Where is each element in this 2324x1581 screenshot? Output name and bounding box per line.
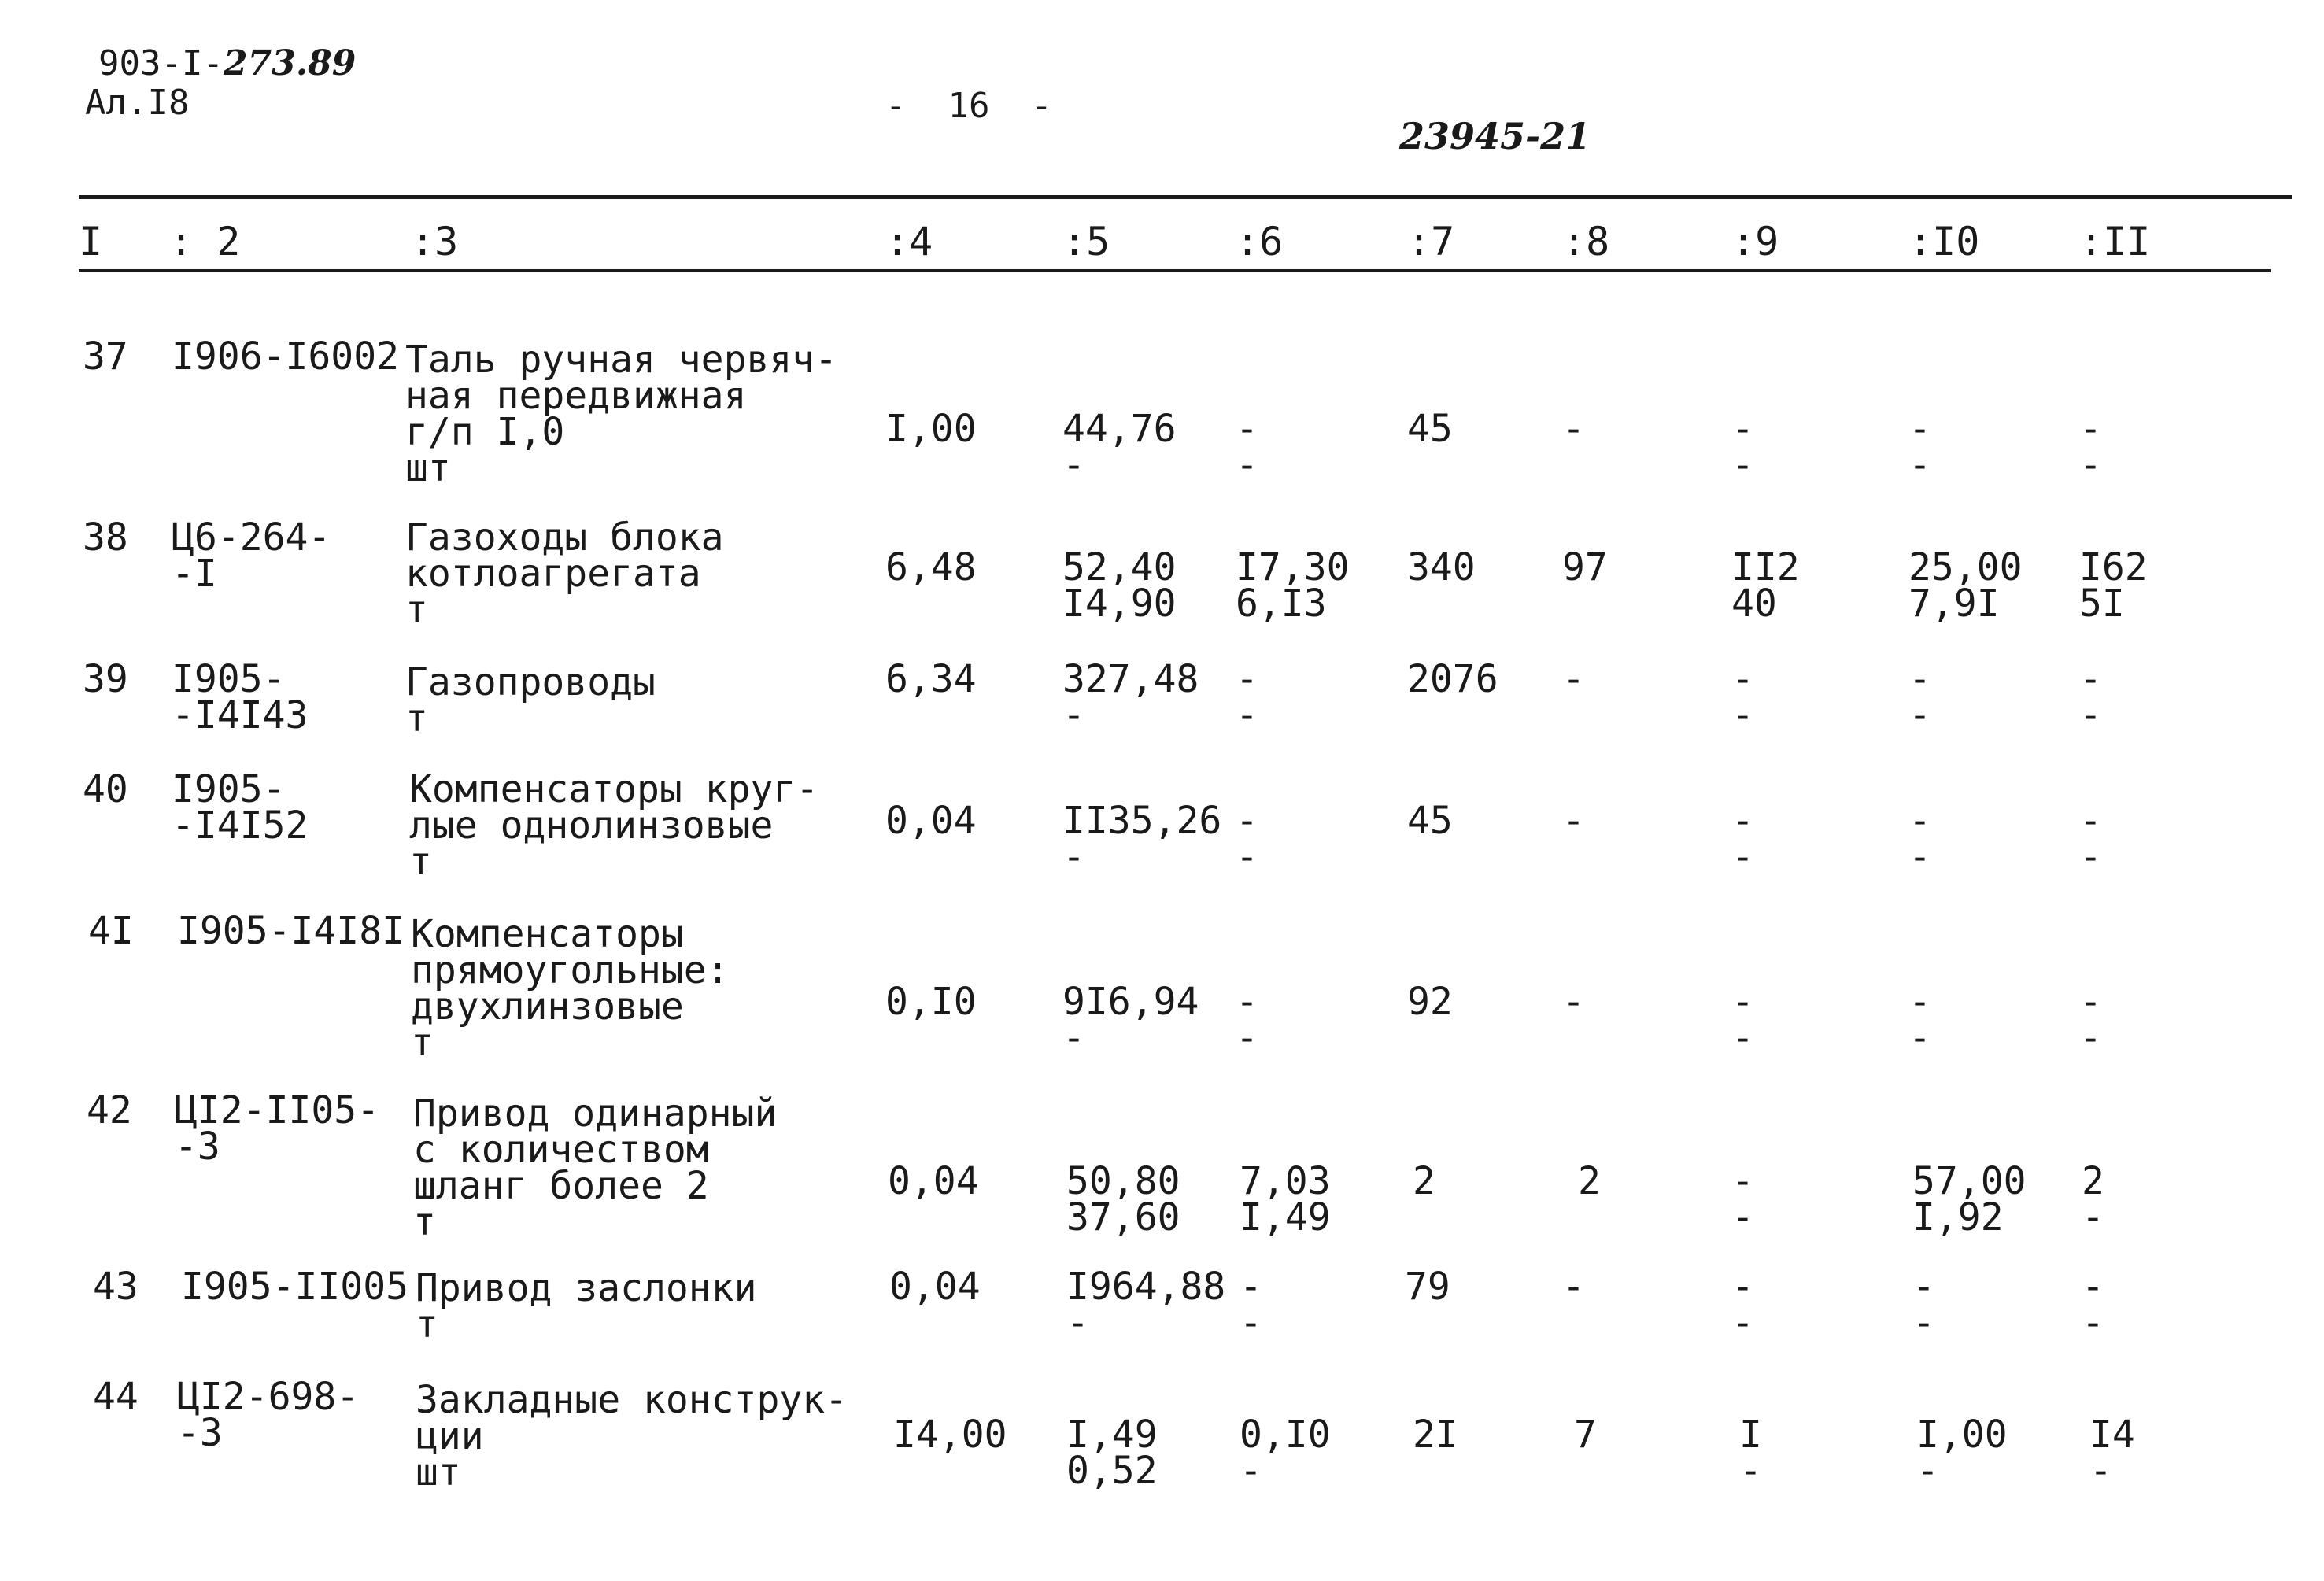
column-header-9: :9 — [1731, 219, 1779, 264]
quantity: 0,I0 — [885, 980, 977, 1024]
col5-value: II35,26 — [1062, 799, 1222, 843]
quantity: 6,34 — [885, 657, 977, 701]
row-name — [411, 912, 730, 1065]
col11-value: - — [2079, 407, 2102, 451]
name-line: с количеством — [413, 1128, 709, 1172]
col8-value: 2 — [1578, 1159, 1601, 1203]
col5-value: 37,60 — [1066, 1195, 1180, 1239]
col6-value: - — [1240, 1301, 1262, 1345]
col9-value: - — [1731, 657, 1754, 701]
row-name — [405, 515, 724, 632]
row-number: 4I — [88, 909, 134, 953]
name-line: Таль ручная червяч- — [405, 338, 838, 382]
col5-values — [1062, 657, 1199, 737]
col5-value: 327,48 — [1062, 657, 1199, 701]
col6-values — [1236, 980, 1258, 1060]
name-line: т — [409, 840, 432, 884]
code-line: ЦI2-698- — [177, 1375, 360, 1419]
column-header-3: :3 — [411, 219, 459, 264]
col10-value: - — [1908, 980, 1931, 1024]
sheet-number: Ал.I8 — [85, 83, 190, 123]
document-code — [98, 43, 357, 83]
quantity: 0,04 — [888, 1159, 979, 1203]
document-code-handwritten: 273.89 — [223, 43, 357, 83]
col11-values — [2079, 657, 2102, 737]
name-line: Газоходы блока — [405, 515, 724, 560]
col5-values — [1062, 407, 1177, 487]
col11-value: - — [2089, 1449, 2112, 1493]
col11-values — [2079, 799, 2102, 879]
row-number: 38 — [83, 515, 128, 560]
code-line: Ц6-264- — [172, 515, 331, 560]
row-name — [416, 1266, 757, 1346]
col5-value: I4,90 — [1062, 582, 1177, 626]
name-line: т — [405, 696, 428, 741]
code-line: -I — [172, 552, 217, 596]
table-row — [0, 767, 2324, 929]
col6-values — [1236, 407, 1258, 487]
col5-value: 0,52 — [1066, 1449, 1158, 1493]
col5-value: 52,40 — [1062, 545, 1177, 589]
col9-values — [1731, 657, 1754, 737]
col8-value: - — [1562, 980, 1585, 1024]
col11-values — [2082, 1265, 2104, 1345]
col8-value: 97 — [1562, 545, 1608, 589]
col10-values — [1908, 799, 1931, 879]
name-line: прямоугольные: — [411, 948, 730, 992]
col6-value: 0,I0 — [1240, 1413, 1331, 1457]
column-header-7: :7 — [1407, 219, 1455, 264]
col6-values — [1240, 1159, 1331, 1239]
table-row — [0, 334, 2324, 496]
col7-value: 340 — [1407, 545, 1476, 589]
code-line: -I4I52 — [172, 803, 309, 848]
col7-value: 2 — [1413, 1159, 1435, 1203]
col5-values — [1066, 1159, 1180, 1239]
col10-values — [1912, 1265, 1935, 1345]
row-code — [172, 334, 399, 379]
col9-value: - — [1731, 407, 1754, 451]
col8-value: - — [1562, 799, 1585, 843]
col9-values — [1739, 1413, 1762, 1493]
table-row — [0, 1375, 2324, 1536]
row-code — [177, 1375, 360, 1455]
row-number: 44 — [93, 1375, 139, 1419]
col11-value: - — [2082, 1301, 2104, 1345]
col10-values — [1912, 1159, 2027, 1239]
name-line: Привод одинарный — [413, 1092, 778, 1136]
column-header-8: :8 — [1562, 219, 1610, 264]
col6-value: - — [1236, 407, 1258, 451]
row-name — [413, 1092, 778, 1244]
col10-value: - — [1908, 657, 1931, 701]
row-number: 40 — [83, 767, 128, 811]
col5-values — [1062, 545, 1177, 626]
column-header-10: :I0 — [1908, 219, 1980, 264]
col5-value: - — [1062, 693, 1085, 737]
col6-values — [1240, 1265, 1262, 1345]
name-line: ная передвижная — [405, 374, 747, 418]
col7-value: 45 — [1407, 407, 1453, 451]
col7-value: 45 — [1407, 799, 1453, 843]
col6-value: - — [1240, 1449, 1262, 1493]
row-code — [175, 1088, 380, 1169]
col8-value: - — [1562, 407, 1585, 451]
quantity: I,00 — [885, 407, 977, 451]
col5-value: - — [1062, 1016, 1085, 1060]
name-line: ции — [416, 1414, 484, 1458]
col11-value: - — [2079, 980, 2102, 1024]
col11-value: - — [2079, 799, 2102, 843]
col6-value: - — [1236, 657, 1258, 701]
col10-values — [1908, 545, 2023, 626]
row-name — [405, 338, 838, 490]
code-line: I905-I4I8I — [177, 909, 405, 953]
col11-value: - — [2082, 1195, 2104, 1239]
col11-value: - — [2082, 1265, 2104, 1309]
col6-value: - — [1236, 693, 1258, 737]
col11-values — [2079, 980, 2102, 1060]
col10-value: - — [1908, 835, 1931, 879]
column-header-11: :II — [2079, 219, 2151, 264]
col11-values — [2079, 407, 2102, 487]
col6-value: I7,30 — [1236, 545, 1350, 589]
col10-value: - — [1908, 1016, 1931, 1060]
quantity: I4,00 — [893, 1413, 1007, 1457]
name-line: шт — [416, 1450, 461, 1494]
col6-value: 6,I3 — [1236, 582, 1327, 626]
col10-values — [1908, 980, 1931, 1060]
col9-value: - — [1731, 799, 1754, 843]
name-line: Компенсаторы — [411, 912, 684, 956]
col10-value: I,92 — [1912, 1195, 2004, 1239]
code-line: -3 — [175, 1125, 220, 1169]
name-line: шт — [405, 446, 451, 490]
col6-values — [1236, 545, 1350, 626]
code-line: I906-I6002 — [172, 334, 399, 379]
col11-values — [2082, 1159, 2104, 1239]
col6-value: - — [1240, 1265, 1262, 1309]
col9-value: - — [1731, 980, 1754, 1024]
column-header-4: :4 — [885, 219, 933, 264]
col9-values — [1731, 1159, 1754, 1239]
col9-value: - — [1731, 443, 1754, 487]
col10-value: 25,00 — [1908, 545, 2023, 589]
name-line: т — [405, 588, 428, 632]
col9-value: - — [1731, 1265, 1754, 1309]
col8-value: - — [1562, 1265, 1585, 1309]
col9-values — [1731, 799, 1754, 879]
col5-value: 9I6,94 — [1062, 980, 1199, 1024]
col9-values — [1731, 1265, 1754, 1345]
col9-value: - — [1731, 835, 1754, 879]
col7-value: 79 — [1405, 1265, 1450, 1309]
col10-value: - — [1908, 443, 1931, 487]
col6-value: - — [1236, 799, 1258, 843]
col5-value: - — [1066, 1301, 1089, 1345]
row-number: 42 — [87, 1088, 132, 1132]
row-name — [405, 660, 656, 741]
col10-value: 7,9I — [1908, 582, 2000, 626]
col10-value: I,00 — [1916, 1413, 2008, 1457]
col11-value: - — [2079, 693, 2102, 737]
col10-values — [1908, 657, 1931, 737]
col9-value: 40 — [1731, 582, 1777, 626]
name-line: т — [416, 1302, 438, 1346]
name-line: т — [411, 1021, 434, 1065]
col9-value: - — [1739, 1449, 1762, 1493]
inventory-number: 23945-21 — [1399, 115, 1591, 157]
col9-value: - — [1731, 1301, 1754, 1345]
name-line: г/п I,0 — [405, 410, 565, 454]
col5-value: - — [1062, 443, 1085, 487]
col6-value: - — [1236, 443, 1258, 487]
col9-values — [1731, 545, 1800, 626]
col10-value: - — [1908, 693, 1931, 737]
row-name — [409, 767, 819, 884]
code-line: ЦI2-II05- — [175, 1088, 380, 1132]
row-code — [177, 909, 405, 953]
col6-value: I,49 — [1240, 1195, 1331, 1239]
col6-values — [1236, 657, 1258, 737]
col11-value: I4 — [2089, 1413, 2135, 1457]
col5-value: - — [1062, 835, 1085, 879]
col5-value: I964,88 — [1066, 1265, 1226, 1309]
row-number: 43 — [93, 1265, 139, 1309]
table-top-rule — [79, 195, 2292, 199]
col8-value: - — [1562, 657, 1585, 701]
column-header-5: :5 — [1062, 219, 1110, 264]
col5-value: I,49 — [1066, 1413, 1158, 1457]
col10-value: - — [1912, 1265, 1935, 1309]
col10-values — [1916, 1413, 2008, 1493]
col11-value: I62 — [2079, 545, 2148, 589]
table-row — [0, 909, 2324, 1070]
name-line: котлоагрегата — [405, 552, 701, 596]
name-line: Газопроводы — [405, 660, 656, 704]
quantity: 6,48 — [885, 545, 977, 589]
col11-value: 5I — [2079, 582, 2125, 626]
col11-value: - — [2079, 835, 2102, 879]
column-header-6: :6 — [1236, 219, 1284, 264]
col5-values — [1062, 980, 1199, 1060]
col6-values — [1236, 799, 1258, 879]
col6-value: - — [1236, 835, 1258, 879]
col11-value: - — [2079, 657, 2102, 701]
col9-value: II2 — [1731, 545, 1800, 589]
col5-value: 44,76 — [1062, 407, 1177, 451]
col6-values — [1240, 1413, 1331, 1493]
quantity: 0,04 — [889, 1265, 981, 1309]
page-number: - 16 - — [885, 86, 1052, 126]
col9-values — [1731, 980, 1754, 1060]
col9-value: - — [1731, 693, 1754, 737]
col5-value: 50,80 — [1066, 1159, 1180, 1203]
col11-value: - — [2079, 443, 2102, 487]
row-name — [416, 1378, 848, 1494]
row-code — [172, 767, 309, 848]
name-line: шланг более 2 — [413, 1164, 709, 1208]
col10-value: - — [1916, 1449, 1939, 1493]
document-code-prefix: 903-I- — [98, 43, 224, 83]
quantity: 0,04 — [885, 799, 977, 843]
table-header-rule — [79, 269, 2271, 272]
row-code — [172, 657, 309, 737]
col9-values — [1731, 407, 1754, 487]
col7-value: 2076 — [1407, 657, 1498, 701]
table-row — [0, 1088, 2324, 1250]
column-header-1: I — [79, 219, 103, 264]
col5-values — [1066, 1413, 1158, 1493]
name-line: Привод заслонки — [416, 1266, 757, 1310]
col11-value: - — [2079, 1016, 2102, 1060]
name-line: лые однолинзовые — [409, 803, 774, 848]
row-number: 37 — [83, 334, 128, 379]
col6-value: - — [1236, 980, 1258, 1024]
name-line: двухлинзовые — [411, 984, 684, 1029]
col10-value: - — [1908, 407, 1931, 451]
code-line: I905- — [172, 657, 286, 701]
col6-value: 7,03 — [1240, 1159, 1331, 1203]
col11-value: 2 — [2082, 1159, 2104, 1203]
code-line: I905- — [172, 767, 286, 811]
col9-value: I — [1739, 1413, 1762, 1457]
col10-values — [1908, 407, 1931, 487]
code-line: I905-II005 — [181, 1265, 408, 1309]
code-line: -I4I43 — [172, 693, 309, 737]
table-row — [0, 515, 2324, 677]
row-code — [181, 1265, 408, 1309]
row-number: 39 — [83, 657, 128, 701]
col7-value: 2I — [1413, 1413, 1458, 1457]
col9-value: - — [1731, 1195, 1754, 1239]
col7-value: 92 — [1407, 980, 1453, 1024]
name-line: т — [413, 1200, 436, 1244]
col11-values — [2079, 545, 2148, 626]
name-line: Компенсаторы круг- — [409, 767, 819, 811]
col9-value: - — [1731, 1016, 1754, 1060]
col8-value: 7 — [1574, 1413, 1597, 1457]
col10-value: - — [1912, 1301, 1935, 1345]
col9-value: - — [1731, 1159, 1754, 1203]
col10-value: 57,00 — [1912, 1159, 2027, 1203]
code-line: -3 — [177, 1411, 223, 1455]
row-code — [172, 515, 331, 596]
col5-values — [1062, 799, 1222, 879]
col10-value: - — [1908, 799, 1931, 843]
col6-value: - — [1236, 1016, 1258, 1060]
column-header-2: : 2 — [169, 219, 241, 264]
name-line: Закладные конструк- — [416, 1378, 848, 1422]
col11-values — [2089, 1413, 2135, 1493]
col5-values — [1066, 1265, 1226, 1345]
